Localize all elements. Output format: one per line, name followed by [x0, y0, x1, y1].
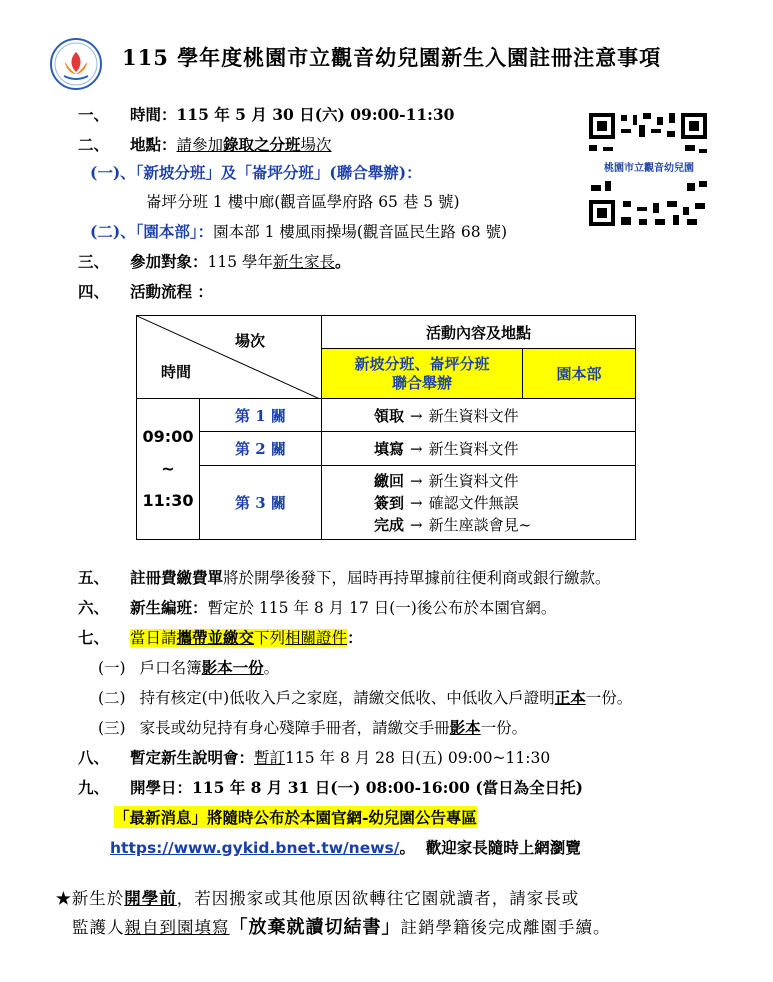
section-text: 115 年 8 月 31 日(一) 08:00-16:00 (當日為全日托) — [192, 778, 583, 797]
item-text: 一份。 — [480, 719, 528, 737]
item-emphasis: 影本一份 — [201, 658, 264, 677]
qr-code[interactable] — [587, 111, 709, 228]
arrow-right-icon: → — [410, 471, 423, 490]
section-number: 八、 — [78, 748, 110, 767]
section-text: 當日請 — [130, 629, 177, 647]
action-verb: 完成 — [374, 515, 405, 534]
section-label: 活動流程 ： — [130, 282, 213, 301]
note-text: ，若因搬家或其他原因欲轉往它園就讀者，請家長或 — [176, 889, 580, 908]
section-label: 新生編班： — [130, 598, 208, 617]
item-emphasis: 正本 — [554, 688, 586, 707]
section-number: 七、 — [78, 628, 110, 647]
section-emphasis: 暫訂 — [254, 749, 286, 767]
section-label: 地點： — [130, 135, 177, 154]
section-text: 將於開學後發下，屆時再持單據前往便利商或銀行繳款。 — [223, 569, 611, 587]
action-object: 新生資料文件 — [428, 406, 519, 425]
item-text: 。 — [263, 659, 280, 677]
header-branch-a — [322, 349, 523, 399]
location-a-heading: (一)、「新坡分班」及「崙坪分班」(聯合舉辦)： — [90, 163, 422, 182]
action-line — [374, 514, 635, 536]
documents-highlight — [130, 629, 347, 647]
stage-2: 第 2 關 — [200, 432, 322, 466]
section-emphasis: 錄取之分班 — [223, 135, 301, 154]
star-icon: ★ — [56, 889, 72, 908]
section-number: 六、 — [78, 598, 110, 617]
action-object: 確認文件無誤 — [428, 493, 519, 512]
document-item-2 — [98, 686, 632, 708]
action-object: 新生資料文件 — [428, 440, 519, 458]
section-time — [78, 103, 454, 125]
news-link-line — [110, 836, 581, 858]
stage-2-content — [322, 432, 636, 466]
section-label: 開學日： — [130, 778, 193, 797]
section-number: 三、 — [78, 252, 110, 271]
header-branch-b: 園本部 — [523, 349, 636, 399]
time-end: 11:30 — [142, 491, 194, 510]
section-text: 下列 — [254, 629, 286, 647]
news-link[interactable]: https://www.gykid.bnet.tw/news/ — [110, 839, 400, 857]
table-corner-header — [137, 316, 322, 399]
section-emphasis: 新生家長 — [273, 253, 336, 271]
diagonal-line — [137, 316, 320, 399]
note-emphasis: 開學前 — [124, 889, 177, 908]
item-number: (三) — [98, 719, 126, 737]
arrow-right-icon: → — [410, 493, 423, 512]
section-number: 一、 — [78, 105, 110, 124]
school-logo-icon — [50, 38, 102, 90]
arrow-right-icon: → — [410, 440, 423, 458]
document-item-3 — [98, 716, 527, 738]
document-item-1 — [98, 656, 279, 678]
section-text: 場次 — [300, 136, 332, 154]
section-number: 五、 — [78, 568, 110, 587]
item-text: 一份。 — [585, 689, 633, 707]
section-text: 115 年 8 月 28 日(五) 09:00~11:30 — [285, 749, 551, 767]
section-number: 二、 — [78, 135, 110, 154]
page-title: 115 學年度桃園市立觀音幼兒園新生入園註冊注意事項 — [122, 45, 662, 70]
school-logo — [50, 38, 102, 90]
section-label: 參加對象： — [130, 252, 208, 271]
branch-a-line1: 新坡分班、崙坪分班 — [354, 354, 490, 373]
section-number: 九、 — [78, 778, 110, 797]
qr-code-icon — [587, 111, 709, 228]
arrow-right-icon: → — [410, 515, 423, 534]
time-start: 09:00 — [142, 427, 194, 446]
note-text: 監護人 — [72, 918, 125, 937]
action-verb: 填寫 — [374, 440, 405, 458]
time-cell — [137, 399, 200, 540]
section-text: 請參加 — [176, 136, 224, 154]
section-label: 暫定新生說明會： — [130, 748, 255, 767]
header-content: 活動內容及地點 — [322, 316, 636, 349]
item-number: (二) — [98, 689, 126, 707]
qr-caption: 桃園市立觀音幼兒園 — [604, 163, 694, 174]
location-b-heading: (二)、「園本部」： — [90, 222, 214, 241]
section-text: 暫定於 115 年 8 月 17 日(一)後公布於本園官網。 — [207, 599, 557, 617]
stage-1-content — [322, 399, 636, 432]
action-line — [374, 470, 635, 492]
item-text: 持有核定(中)低收入戶之家庭，請繳交低收、中低收入戶證明 — [139, 689, 555, 707]
transfer-note-line1 — [56, 885, 579, 909]
section-text: ： — [347, 628, 363, 647]
section-label: 時間： — [130, 105, 177, 124]
location-b — [90, 220, 507, 242]
header-session: 場次 — [235, 332, 266, 350]
location-a-text: 崙坪分班 1 樓中廊(觀音區學府路 65 巷 5 號) — [146, 193, 460, 211]
news-post-text: 。 歡迎家長隨時上網瀏覽 — [399, 838, 581, 857]
location-b-text: 園本部 1 樓風雨操場(觀音區民生路 68 號) — [213, 223, 508, 241]
action-object: 新生座談會見~ — [428, 515, 532, 534]
section-text: 115 年 5 月 30 日(六) 09:00-11:30 — [176, 105, 455, 124]
time-separator: ~ — [161, 459, 175, 478]
section-briefing — [78, 746, 550, 768]
section-text: 。 — [335, 252, 351, 271]
action-verb: 簽到 — [374, 493, 405, 512]
section-class — [78, 596, 556, 618]
stage-3-content — [322, 466, 636, 540]
action-object: 新生資料文件 — [428, 471, 519, 490]
section-fee — [78, 566, 611, 588]
branch-a-line2: 聯合舉辦 — [391, 373, 452, 392]
note-form-name: 「放棄就讀切結書」 — [229, 917, 401, 938]
action-line — [374, 492, 635, 514]
section-flow — [78, 280, 213, 302]
item-emphasis: 影本 — [449, 718, 481, 737]
activity-flow-table — [136, 315, 636, 540]
note-emphasis: 親自到園填寫 — [124, 918, 230, 937]
action-verb: 繳回 — [374, 471, 405, 490]
stage-1: 第 1 關 — [200, 399, 322, 432]
transfer-note-line2 — [72, 913, 611, 939]
note-text: 新生於 — [71, 889, 125, 908]
action-verb: 領取 — [374, 406, 405, 425]
section-location — [78, 133, 332, 155]
news-notice: 「最新消息」將隨時公布於本園官網-幼兒園公告專區 — [114, 808, 477, 827]
arrow-right-icon: → — [410, 406, 423, 425]
stage-3: 第 3 關 — [200, 466, 322, 540]
section-emphasis: 攜帶並繳交 — [176, 628, 255, 647]
section-text: 115 學年 — [207, 253, 274, 271]
item-number: (一) — [98, 659, 126, 677]
header-time: 時間 — [161, 363, 192, 381]
section-number: 四、 — [78, 282, 110, 301]
section-documents — [78, 626, 363, 648]
section-school-start — [78, 776, 583, 798]
section-label: 註冊費繳費單 — [130, 568, 224, 587]
section-emphasis: 相關證件 — [285, 629, 348, 647]
item-text: 家長或幼兒持有身心殘障手冊者，請繳交手冊 — [139, 719, 450, 737]
note-text: 註銷學籍後完成離園手續。 — [400, 918, 611, 937]
section-audience — [78, 250, 351, 272]
item-text: 戶口名簿 — [139, 659, 202, 677]
